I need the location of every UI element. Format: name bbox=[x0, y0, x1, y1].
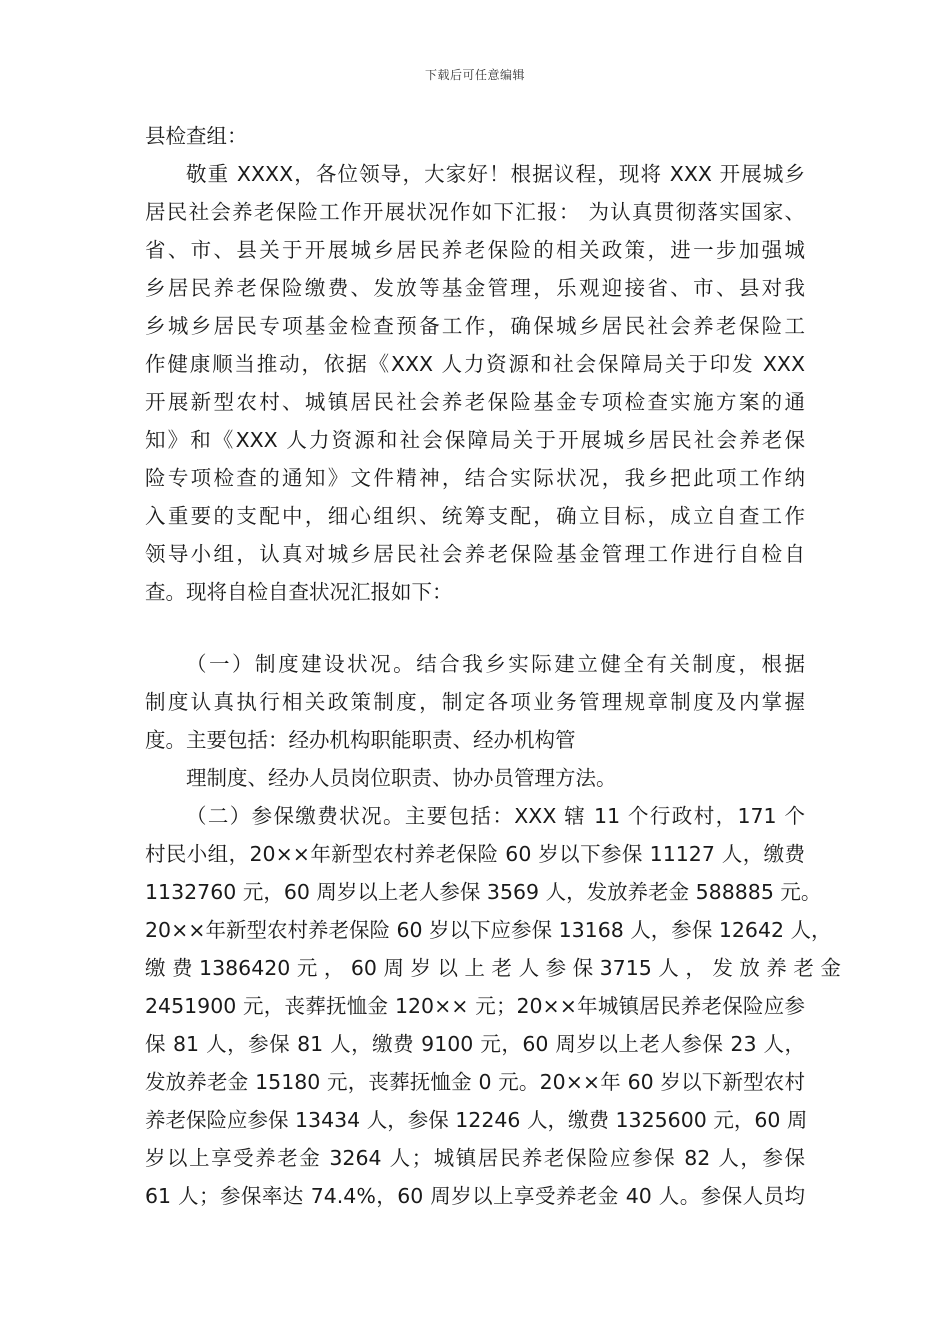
body-line: 领导小组，认真对城乡居民社会养老保险基金管理工作进行自检自 bbox=[145, 542, 805, 566]
section-one-line: 理制度、经办人员岗位职责、协办员管理方法。 bbox=[186, 766, 617, 790]
section-two-line: （二）参保缴费状况。主要包括：XXX 辖 11 个行政村，171 个 bbox=[186, 804, 805, 828]
section-two-line: 1132760 元，60 周岁以上老人参保 3569 人，发放养老金 588885 元。 bbox=[145, 880, 822, 904]
section-two-line: 61 人；参保率达 74.4%，60 周岁以上享受养老金 40 人。参保人员均 bbox=[145, 1184, 805, 1208]
section-two-line: 2451900 元，丧葬抚恤金 120×× 元；20××年城镇居民养老保险应参 bbox=[145, 994, 805, 1018]
body-line: 敬重 XXXX，各位领导，大家好！根据议程，现将 XXX 开展城乡 bbox=[186, 162, 805, 186]
body-line: 知》和《XXX 人力资源和社会保障局关于开展城乡居民社会养老保 bbox=[145, 428, 805, 452]
section-two-line: 村民小组，20××年新型农村养老保险 60 岁以下参保 11127 人，缴费 bbox=[145, 842, 805, 866]
section-one-line: 制度认真执行相关政策制度，制定各项业务管理规章制度及内掌握 bbox=[145, 690, 805, 714]
body-line: 乡居民养老保险缴费、发放等基金管理，乐观迎接省、市、县对我 bbox=[145, 276, 805, 300]
body-line: 开展新型农村、城镇居民社会养老保险基金专项检查实施方案的通 bbox=[145, 390, 805, 414]
section-two-line: 养老保险应参保 13434 人，参保 12246 人，缴费 1325600 元，60 周 bbox=[145, 1108, 808, 1132]
body-line: 入重要的支配中，细心组织、统筹支配，确立目标，成立自查工作 bbox=[145, 504, 805, 528]
page-header-note: 下载后可任意编辑 bbox=[424, 68, 525, 82]
section-two-line: 岁以上享受养老金 3264 人；城镇居民养老保险应参保 82 人，参保 bbox=[145, 1146, 805, 1170]
body-line: 居民社会养老保险工作开展状况作如下汇报： 为认真贯彻落实国家、 bbox=[145, 200, 805, 224]
body-line: 省、市、县关于开展城乡居民养老保险的相关政策，进一步加强城 bbox=[145, 238, 805, 262]
section-one-line: （一）制度建设状况。结合我乡实际建立健全有关制度，根据 bbox=[186, 652, 805, 676]
body-line: 险专项检查的通知》文件精神，结合实际状况，我乡把此项工作纳 bbox=[145, 466, 805, 490]
section-two-line: 缴 费 1386420 元 ， 60 周 岁 以 上 老 人 参 保 3715 人 ， 发 放 养 老 金 bbox=[145, 956, 841, 980]
salutation-line: 县检查组： bbox=[145, 124, 248, 148]
body-line: 作健康顺当推动，依据《XXX 人力资源和社会保障局关于印发 XXX bbox=[145, 352, 805, 376]
body-line: 乡城乡居民专项基金检查预备工作，确保城乡居民社会养老保险工 bbox=[145, 314, 805, 338]
body-line: 查。现将自检自查状况汇报如下： bbox=[145, 580, 453, 604]
section-two-line: 发放养老金 15180 元，丧葬抚恤金 0 元。20××年 60 岁以下新型农村 bbox=[145, 1070, 805, 1094]
section-two-line: 20××年新型农村养老保险 60 岁以下应参保 13168 人，参保 12642 人， bbox=[145, 918, 832, 942]
section-one-line: 度。主要包括：经办机构职能职责、经办机构管 bbox=[145, 728, 576, 752]
section-two-line: 保 81 人，参保 81 人，缴费 9100 元，60 周岁以上老人参保 23 人， bbox=[145, 1032, 805, 1056]
